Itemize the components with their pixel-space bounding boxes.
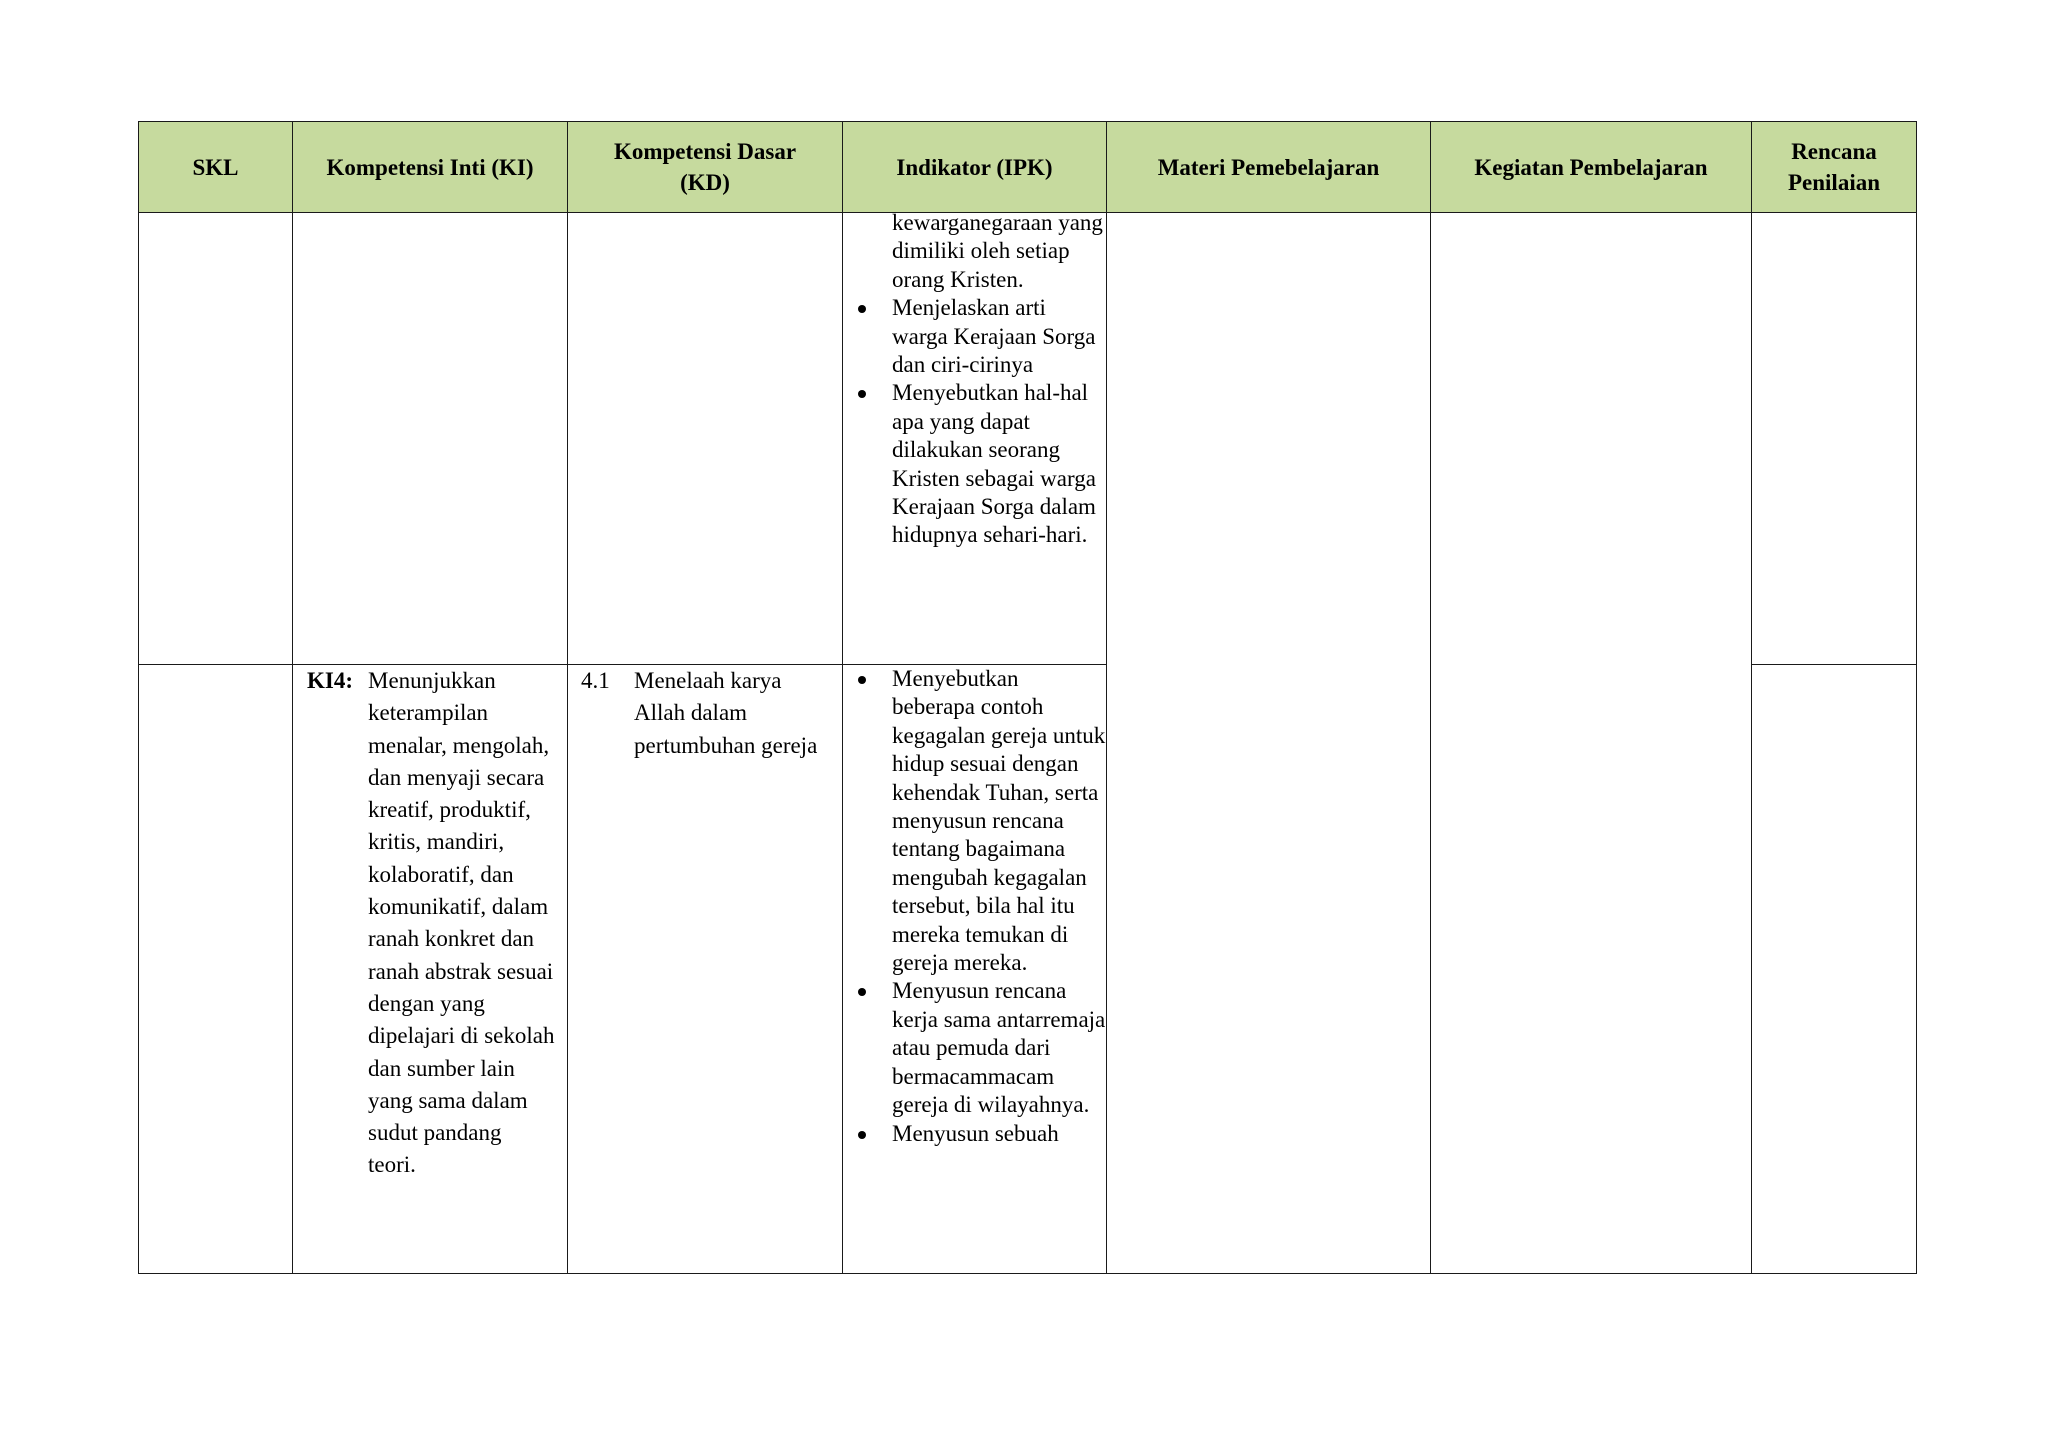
cell-rencana <box>1752 665 1917 1274</box>
curriculum-table <box>138 121 1917 1274</box>
ipk-item: Menyusun sebuah <box>892 1120 1106 1148</box>
cell-kd <box>568 213 843 665</box>
ipk-list <box>843 665 1106 1148</box>
cell-ipk <box>843 210 1107 665</box>
kd-number: 4.1 <box>581 668 610 693</box>
ipk-list <box>843 209 1106 550</box>
cell-materi <box>1107 213 1431 1274</box>
cell-kegiatan <box>1431 213 1752 1274</box>
header-kegiatan: Kegiatan Pembelajaran <box>1431 122 1752 213</box>
header-ipk: Indikator (IPK) <box>843 122 1107 213</box>
ipk-continuation: kewarganegaraan yang dimiliki oleh setiap orang Kristen. <box>892 210 1103 292</box>
cell-kd <box>568 665 843 1274</box>
ki-code: KI4: <box>307 668 353 693</box>
ki-text: Menunjukkan keterampilan menalar, mengolah, dan menyaji secara kreatif, produktif, kritis, mandiri, kolaboratif, dan komunikatif, dalam ranah konkret dan ranah abstrak sesuai dengan yang dipelajari di sekolah dan sumber lain yang sama dalam sudut pandang teori. <box>368 668 555 1178</box>
header-skl: SKL <box>139 122 293 213</box>
cell-ki <box>293 665 568 1274</box>
cell-rencana <box>1752 213 1917 665</box>
header-kd: Kompetensi Dasar (KD) <box>568 122 843 213</box>
table-row <box>139 213 1917 665</box>
ipk-item: Menyusun rencana kerja sama antarremaja atau pemuda dari bermacammacam gereja di wilayahnya. <box>892 977 1106 1119</box>
kd-text: Menelaah karya Allah dalam pertumbuhan gereja <box>634 668 818 758</box>
cell-ki <box>293 213 568 665</box>
ipk-item: Menyebutkan hal-hal apa yang dapat dilakukan seorang Kristen sebagai warga Kerajaan Sorga dalam hidupnya sehari-hari. <box>892 379 1106 549</box>
ipk-item: Menyebutkan beberapa contoh kegagalan gereja untuk hidup sesuai dengan kehendak Tuhan, serta menyusun rencana tentang bagaimana mengubah kegagalan tersebut, bila hal itu mereka temukan di gereja mereka. <box>892 665 1106 977</box>
cell-skl <box>139 213 293 665</box>
header-ki: Kompetensi Inti (KI) <box>293 122 568 213</box>
header-materi: Materi Pemebelajaran <box>1107 122 1431 213</box>
cell-skl <box>139 665 293 1274</box>
header-row <box>139 122 1917 213</box>
ipk-item: Menjelaskan arti warga Kerajaan Sorga dan ciri-cirinya <box>892 294 1106 379</box>
cell-ipk <box>843 665 1107 1274</box>
header-rencana: Rencana Penilaian <box>1752 122 1917 213</box>
